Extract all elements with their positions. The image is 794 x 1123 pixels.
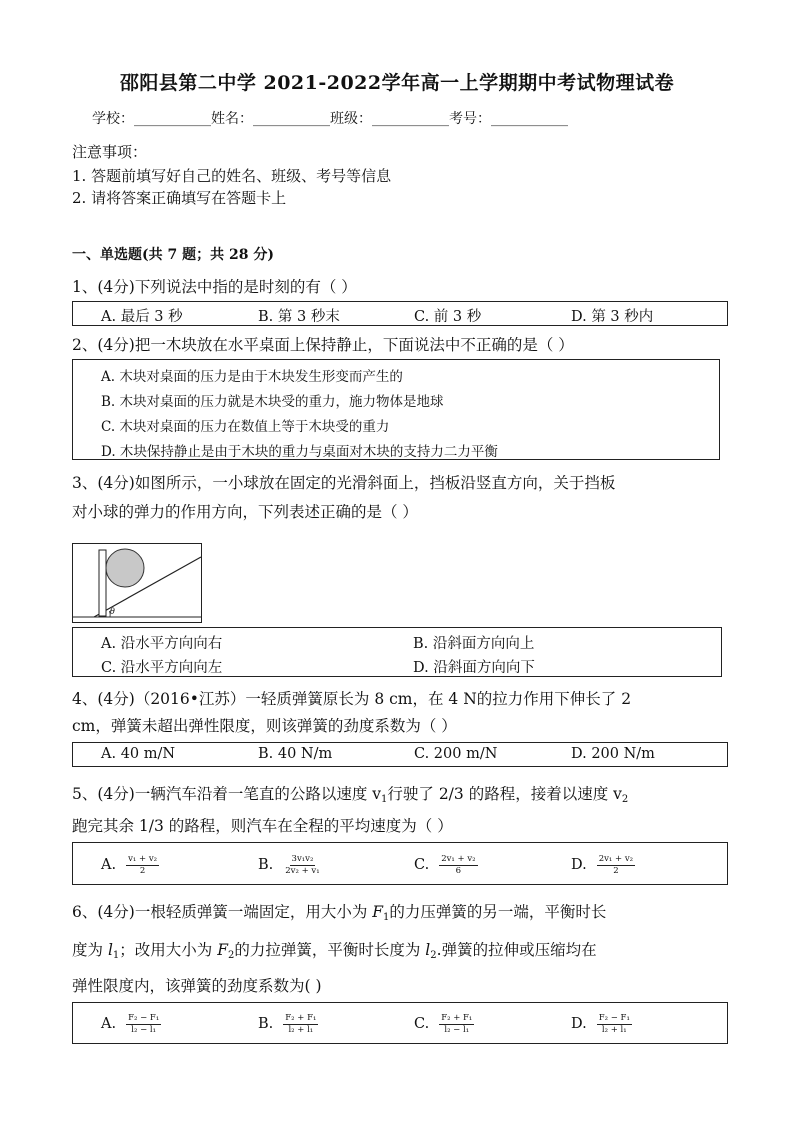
q3-options-box (72, 627, 722, 677)
q4-option-c[interactable]: C. 200 m/N (414, 746, 498, 762)
q1-option-b[interactable]: B. 第 3 秒末 (258, 309, 340, 325)
q6-stem-line3: 弹性限度内，该弹簧的劲度系数为( ) (72, 977, 322, 995)
notice-item-2: 2. 请将答案正确填写在答题卡上 (72, 189, 287, 207)
q4-stem-line2: cm，弹簧未超出弹性限度，则该弹簧的劲度系数为（ ） (72, 717, 457, 735)
q3-figure-incline (72, 543, 202, 623)
student-info-line: 学校：___________姓名：___________班级：___________考号：___________ (92, 111, 568, 127)
q2-option-a[interactable]: A. 木块对桌面的压力是由于木块发生形变而产生的 (101, 369, 403, 385)
q5-option-b[interactable]: B. $\frac{\text{3v₁v₂}}{\text{2v₂ + v₁}}$ (258, 854, 320, 876)
q1-option-c[interactable]: C. 前 3 秒 (414, 309, 482, 325)
angle-label: θ (110, 607, 115, 616)
q5-option-c[interactable]: C. $\frac{\text{2v₁ + v₂}}{6}$ (414, 854, 476, 876)
q5-stem-line2: 跑完其余 1/3 的路程，则汽车在全程的平均速度为（ ） (72, 817, 453, 835)
paper-title: 邵阳县第二中学 2021-2022学年高一上学期期中考试物理试卷 (119, 72, 675, 94)
q1-option-a[interactable]: A. 最后 3 秒 (101, 309, 183, 325)
q1-option-d[interactable]: D. 第 3 秒内 (571, 309, 654, 325)
q6-option-d[interactable]: D. $\frac{\text{F₂ − F₁}}{\text{l₂ + l₁}}$ (571, 1013, 630, 1035)
notice-item-1: 1. 答题前填写好自己的姓名、班级、考号等信息 (72, 167, 392, 185)
q4-option-a[interactable]: A. 40 m/N (101, 746, 176, 762)
q3-stem-line2: 对小球的弹力的作用方向，下列表述正确的是（ ） (72, 503, 418, 521)
notice-heading: 注意事项： (72, 143, 148, 161)
vertical-baffle (99, 550, 106, 616)
q4-stem-line1: 4、(4分)（2016•江苏）一轻质弹簧原长为 8 cm，在 4 N的拉力作用下伸长了 2 (72, 690, 632, 708)
q4-option-b[interactable]: B. 40 N/m (258, 746, 333, 762)
q6-option-c[interactable]: C. $\frac{\text{F₂ + F₁}}{\text{l₂ − l₁}}$ (414, 1013, 473, 1035)
q3-option-b[interactable]: B. 沿斜面方向向上 (413, 636, 535, 652)
q2-options-box (72, 359, 720, 460)
q1-stem: 1、(4分)下列说法中指的是时刻的有（ ） (72, 278, 357, 296)
section-heading: 一、单选题(共 7 题；共 28 分) (72, 247, 274, 263)
q5-stem-line1: 5、(4分)一辆汽车沿着一笔直的公路以速度 $v_1$行驶了 2/3 的路程，接着以速度 $v_2$ (72, 785, 629, 805)
q3-stem-line1: 3、(4分)如图所示，一小球放在固定的光滑斜面上，挡板沿竖直方向，关于挡板 (72, 474, 616, 492)
q5-option-a[interactable]: A. $\frac{\text{v₁ + v₂}}{2}$ (101, 854, 158, 876)
q6-stem-line2: 度为 $l_1$；改用大小为 $F_2$的力拉弹簧，平衡时长度为 $l_2$.弹簧的拉伸或压缩均在 (72, 941, 597, 961)
q6-option-b[interactable]: B. $\frac{\text{F₂ + F₁}}{\text{l₂ + l₁}}$ (258, 1013, 317, 1035)
q3-option-a[interactable]: A. 沿水平方向向右 (101, 636, 223, 652)
ball (106, 549, 144, 587)
q6-stem-line1: 6、(4分)一根轻质弹簧一端固定，用大小为 $F_1$的力压弹簧的另一端，平衡时长 (72, 903, 607, 923)
q4-option-d[interactable]: D. 200 N/m (571, 746, 655, 762)
q2-option-c[interactable]: C. 木块对桌面的压力在数值上等于木块受的重力 (101, 419, 390, 435)
q2-option-d[interactable]: D. 木块保持静止是由于木块的重力与桌面对木块的支持力二力平衡 (101, 444, 498, 460)
q2-option-b[interactable]: B. 木块对桌面的压力就是木块受的重力，施力物体是地球 (101, 394, 444, 410)
q3-option-d[interactable]: D. 沿斜面方向向下 (413, 660, 535, 676)
q6-option-a[interactable]: A. $\frac{\text{F₂ − F₁}}{\text{l₂ − l₁}}$ (101, 1013, 160, 1035)
q1-options-box (72, 301, 728, 326)
q5-options-box (72, 842, 728, 885)
q3-option-c[interactable]: C. 沿水平方向向左 (101, 660, 223, 676)
q2-stem: 2、(4分)把一木块放在水平桌面上保持静止，下面说法中不正确的是（ ） (72, 336, 574, 354)
q6-options-box (72, 1002, 728, 1044)
q5-option-d[interactable]: D. $\frac{\text{2v₁ + v₂}}{2}$ (571, 854, 634, 876)
q4-options-box (72, 742, 728, 767)
